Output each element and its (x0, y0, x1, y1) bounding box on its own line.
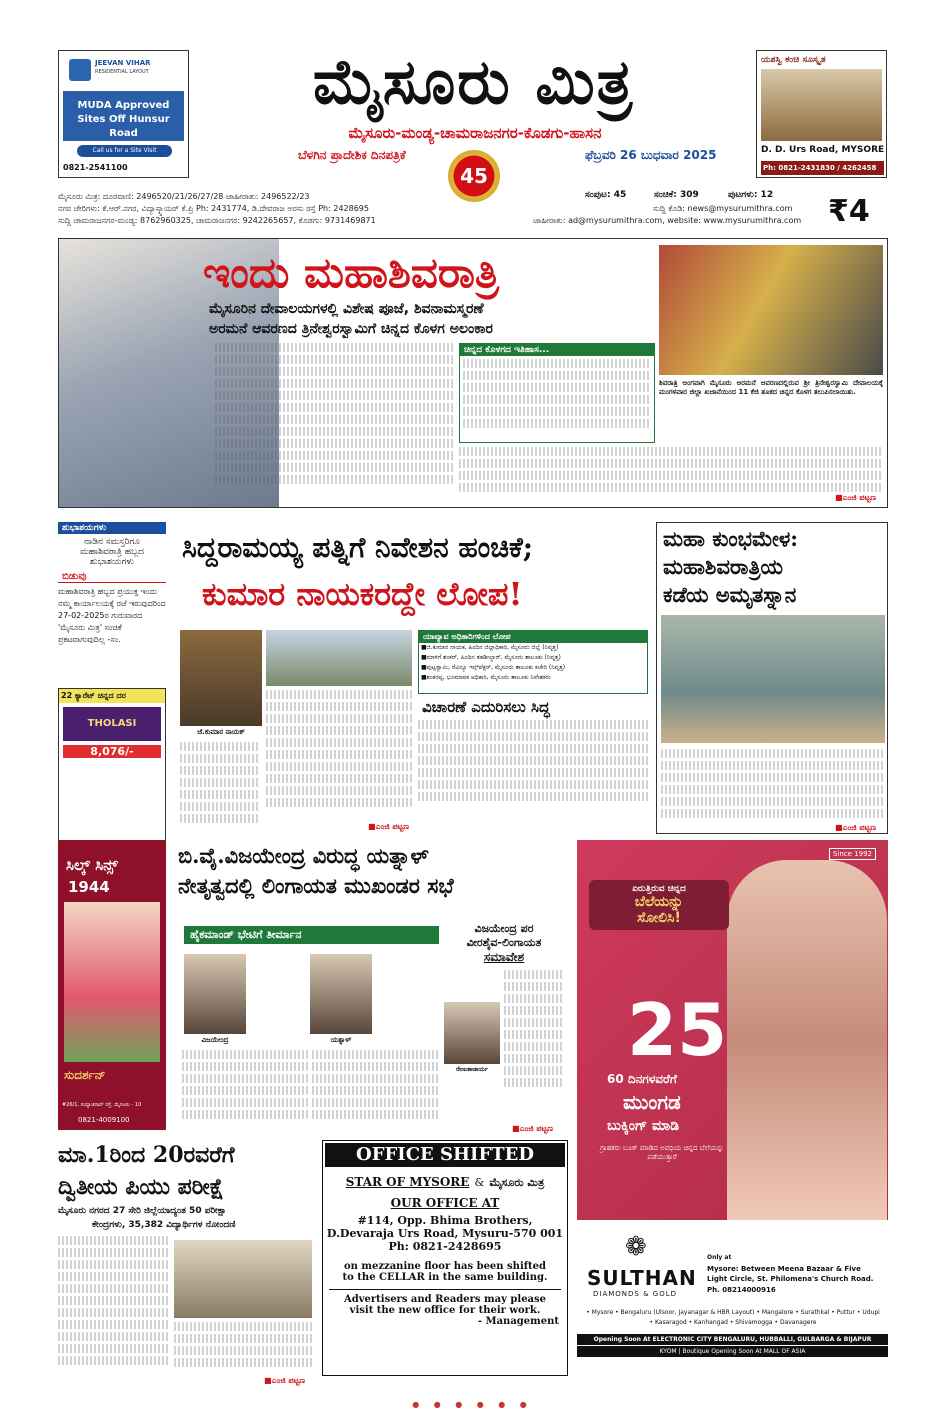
gold-brand: THOLASI (63, 707, 161, 741)
sulthan-banner (589, 880, 729, 930)
office-our-office: OUR OFFICE AT (390, 1196, 500, 1210)
story4-sub-1: ಮೈಸೂರು ನಗರದ 27 ಸೇರಿ ಜಿಲ್ಲೆಯಾದ್ಯಂತ 50 ಪರೀಕ್ಷಾ (58, 1206, 227, 1216)
story2-headline-2: ಕುಮಾರ ನಾಯಕರದ್ದೇ ಲೋಪ! (202, 575, 523, 613)
history-title: ಚಿನ್ನದ ಕೊಳಗದ ಇತಿಹಾಸ... (460, 344, 654, 356)
lead-bullet-2: ಅರಮನೆ ಆವರಣದ ತ್ರಿನೇಶ್ವರಸ್ವಾಮಿಗೆ ಚಿನ್ನದ ಕೊಳಗ ಅಲಂಕಾರ (209, 321, 493, 337)
banner-3: ಸೋಲಿಸಿ! (637, 910, 681, 926)
sulthan-small: ಗ್ರಾಹಕರು ಬೂಕ್ ಮಾಡಿದ ಅವಧಿಯ ಚಿನ್ನದ ಬೆಲೆಯನ್ನು ಪಡೆಯುತ್ತಾರೆ (600, 1144, 724, 1161)
officials-title: ಯಾವ್ಯಾವ ಅಧಿಕಾರಿಗಳಿಂದ ಲೋಪ (419, 631, 647, 643)
story2-body-3 (418, 720, 648, 820)
ad-sulthan[interactable] (577, 840, 888, 1390)
silk-address: #26/1, ಸಯ್ಯಾಜಿರಾವ್ ರಸ್ತೆ, ಮೈಸೂರು - 10 (62, 1102, 142, 1108)
story3-body-3 (504, 970, 564, 1130)
renukacharya-caption: ರೇಣುಕಾಚಾರ್ಯ (456, 1066, 488, 1073)
silk-model (64, 902, 160, 1062)
story3-body-2 (312, 1050, 438, 1132)
silk-brand: ಸುದರ್ಶನ್ (64, 1068, 106, 1082)
lead-bullet-1: ಮೈಸೂರಿನ ದೇವಾಲಯಗಳಲ್ಲಿ ವಿಶೇಷ ಪೂಜೆ, ಶಿವನಾಮಸ್ಮರಣೆ (209, 301, 484, 317)
story3-sub-2c: ಸಮಾವೇಶ (483, 950, 525, 964)
email-ad: ಜಾಹೀರಾತು: ad@mysurumithra.com, website: www.mysurumithra.com (533, 216, 802, 225)
holiday-notice: ಮಹಾಶಿವರಾತ್ರಿ ಹಬ್ಬದ ಪ್ರಯುಕ್ತ ಇಂದು ನಮ್ಮ ಕಾರ್ಯಾಲಯಕ್ಕೆ ರಜೆ ಇರುವುದರಿಂದ 27-02-2025ರ ಗುರುವಾರದ 'ಮೈಸೂರು ಮಿತ್ರ' ಸಂಚಿಕೆ ಪ್ರಕಟವಾಗುವುದಿಲ್ಲ -ಸಂ. (58, 587, 166, 644)
story4-sub-2: ಕೇಂದ್ರಗಳು, 35,382 ವಿದ್ಯಾರ್ಥಿಗಳ ನೋಂದಣಿ (92, 1220, 236, 1230)
story-kumbh (656, 522, 888, 834)
story2-signoff: ■ಎಂಜಿ ಪಟ್ಟಣ (368, 822, 409, 831)
sulthan-model (727, 860, 887, 1220)
lead-body-2 (459, 447, 883, 503)
jeevan-logo-icon (69, 59, 91, 81)
gold-price: 8,076/- (63, 745, 161, 758)
print-registration-dots: ● ● ● ● ● ● (412, 1400, 533, 1409)
kumbh-signoff: ■ಎಂಜಿ ಪಟ್ಟಣ (835, 823, 876, 832)
sulthan-kyom: KYOM | Boutique Opening Soon At MALL OF ASIA (577, 1346, 888, 1357)
office-title: OFFICE SHIFTED (325, 1143, 565, 1167)
sulthan-address: Mysore: Between Meena Bazaar & Five Light Circle, St. Philomena's Church Road. (707, 1265, 874, 1283)
building-photo (266, 630, 412, 686)
yatnal-caption: ಯತ್ನಾಳ್ (330, 1036, 352, 1044)
officials-box (418, 630, 648, 694)
contact-line-1: ಮೈಸೂರು ಮಿತ್ರ: ದೂರವಾಣಿ: 2496520/21/26/27/28 ಜಾಹೀರಾತು: 2496522/23 (58, 192, 310, 201)
sulthan-footer (577, 1220, 888, 1390)
ad-jeevan-vihar[interactable] (58, 50, 189, 178)
masthead-date: ಫೆಬ್ರವರಿ 26 ಬುಧವಾರ 2025 (585, 148, 717, 162)
ad-headline: MUDA Approved Sites Off Hunsur Road (63, 91, 184, 141)
ad-phone: Ph: 0821-2431830 / 4262458 (761, 161, 884, 175)
email-news: ಸುದ್ದಿ ಕೊಡಿ: news@mysurumithra.com (653, 204, 793, 213)
sulthan-advance: ಮುಂಗಡ (623, 1090, 681, 1114)
kumar-photo (180, 630, 262, 726)
story3-sub-2b: ವೀರಶೈವ-ಲಿಂಗಾಯತ (466, 936, 542, 949)
kumbh-body (661, 749, 885, 825)
story4-body-1 (58, 1236, 168, 1386)
ad-silk[interactable] (58, 840, 166, 1130)
sulthan-percent: 25 (627, 988, 728, 1072)
ad-yashasvi[interactable] (756, 50, 887, 178)
sidebar-left (58, 522, 166, 822)
sulthan-phone: Ph. 08214000916 (707, 1286, 776, 1294)
contact-line-2: ನಗರ ಚೇರಿಗಳು: ಕೆ.ಆರ್.ನಗರ, ವಿದ್ಯಾಸ್ಕ್ವಾಯರ್ ಕೆ.ಪ್ರಿ Ph: 2431774, ಡಿ.ದೇವರಾಜ ಅರಸು ರಸ್ತೆ Ph: 2428695 (58, 204, 369, 213)
ad-brand: JEEVAN VIHAR (95, 59, 151, 67)
sulthan-booking: ಬುಕ್ಕಿಂಗ್ ಮಾಡಿ (607, 1118, 680, 1134)
ad-phone: 0821-2541100 (63, 163, 128, 172)
office-mgmt: - Management (477, 1316, 559, 1327)
banner-2: ಬೆಲೆಯನ್ನು (634, 894, 684, 910)
history-box (459, 343, 655, 443)
ad-address: D. D. Urs Road, MYSORE (761, 145, 885, 155)
greetings-line-3: ಶುಭಾಶಯಗಳು (89, 557, 135, 567)
sulthan-opening: Opening Soon At ELECTRONIC CITY BENGALURU, HUBBALLI, GULBARGA & BIJAPUR (577, 1334, 888, 1345)
sulthan-branches: • Mysore • Bengaluru (Ulsoor, Jayanagar & HBR Layout) • Mangalore • Surathkal • Puttur • Udupi • Kasaragod • Kanhangad • Shivamogga • Davanagere (586, 1309, 880, 1326)
pages: ಪುಟಗಳು: 12 (728, 190, 774, 200)
price: ₹4 (828, 194, 870, 229)
masthead-tagline: ಬೆಳಗಿನ ಪ್ರಾದೇಶಿಕ ದಿನಪತ್ರಿಕೆ (298, 148, 406, 162)
kumar-caption: ಜೆ.ಕುಮಾರ ನಾಯಕ್ (197, 728, 245, 736)
story2-subhead: ವಿಚಾರಣೆ ಎದುರಿಸಲು ಸಿದ್ಧ (422, 698, 550, 716)
greetings-line-2: ಮಹಾಶಿವರಾತ್ರಿ ಹಬ್ಬದ (80, 547, 144, 557)
greetings-line-1: ನಾಡಿನ ಸಮಸ್ತರಿಗೂ (84, 537, 140, 547)
story4-headline-1: ಮಾ.1ರಿಂದ 20ರವರೆಗೆ (58, 1142, 235, 1168)
silk-phone: 0821-4009100 (78, 1116, 130, 1124)
office-brand-1: STAR OF MYSORE (345, 1175, 470, 1189)
office-note-3: Advertisers and Readers may please (343, 1294, 547, 1305)
office-note-1: on mezzanine floor has been shifted (343, 1261, 547, 1272)
sulthan-days: 60 ದಿನಗಳವರೆಗೆ (607, 1072, 677, 1086)
story3-headline-2: ನೇತೃತ್ವದಲ್ಲಿ ಲಿಂಗಾಯತ ಮುಖಂಡರ ಸಭೆ (178, 873, 454, 898)
story3-sub-1: ಹೈಕಮಾಂಡ್ ಭೇಟಿಗೆ ತೀರ್ಮಾನ (184, 926, 439, 944)
story2-body-1 (180, 742, 258, 830)
volume: ಸಂಪುಟ: 45 (585, 190, 627, 200)
issue: ಸಂಚಿಕೆ: 309 (654, 190, 699, 200)
story4-body-2 (174, 1322, 312, 1382)
official-4: ■ಶಂಕರಪ್ಪ, ಭೂಮಾಪಕ ಅಧಿಕಾರಿ, ಮೈಸೂರು ತಾಲೂಕು ನಿವೇಶಕರು (421, 674, 551, 681)
office-shifted-notice (322, 1140, 568, 1376)
yatnal-photo (310, 954, 372, 1034)
silk-title: ಸಿಲ್ಕ್ ಸಿನ್ಸ್ (66, 856, 118, 874)
office-brand-2: ಮೈಸೂರು ಮಿತ್ರ (489, 1176, 545, 1189)
greetings-title: ಶುಭಾಶಯಗಳು (58, 522, 166, 534)
office-amp: & (474, 1176, 485, 1189)
sulthan-logo-icon: ❁ (625, 1232, 647, 1262)
ad-brand: ಯಶಸ್ವಿ ಕಂಚಿ ಸೂಸ್ಕೃತ (761, 55, 826, 65)
office-phone: Ph: 0821-2428695 (388, 1240, 502, 1253)
holiday-title: ಬಿಡುವು (58, 571, 166, 583)
official-1: ■ಜಿ.ಕುಮಾರ ನಾಯಕ, ಹಿಂದಿನ ಜಿಲ್ಲಾಧಿಕಾರಿ, ಮೈಸೂರು ಜಿಲ್ಲೆ (ನಿವೃತ್ತ) (421, 644, 559, 651)
history-text (460, 356, 654, 442)
ad-cta: Call us for a Site Visit (77, 145, 172, 157)
story2-body-2 (266, 690, 414, 830)
story3-body-1 (182, 1050, 308, 1132)
story-vijayendra (172, 840, 564, 1140)
lead-story (58, 238, 888, 508)
story3-signoff: ■ಎಂಜಿ ಪಟ್ಟಣ (512, 1124, 553, 1133)
lead-body-1 (215, 343, 455, 503)
masthead-subtitle: ಮೈಸೂರು-ಮಂಡ್ಯ-ಚಾಮರಾಜನಗರ-ಕೊಡಗು-ಹಾಸನ (348, 124, 602, 142)
vijayendra-caption: ವಿಜಯೇಂದ್ರ (201, 1036, 229, 1044)
story3-headline-1: ಬಿ.ವೈ.ವಿಜಯೇಂದ್ರ ವಿರುದ್ಧ ಯತ್ನಾಳ್ (178, 843, 429, 868)
shop-photo (761, 69, 882, 141)
gold-title: 22 ಕ್ಯಾರೆಟ್ ಚಿನ್ನದ ದರ (59, 689, 165, 703)
silk-year: 1944 (68, 878, 110, 896)
banner-1: ಏರುತ್ತಿರುವ ಚಿನ್ನದ (632, 884, 686, 894)
sulthan-brand: SULTHAN (587, 1266, 697, 1290)
official-3: ■ಪುಟ್ಟಸ್ವಾಮಿ, ರೆವಿನ್ಯೂ ಇನ್ಸ್‌ಪೆಕ್ಟರ್, ಮೈಸೂರು ತಾಲೂಕು ಕಚೇರಿ (ನಿವೃತ್ತ) (421, 664, 566, 671)
office-note-2: to the CELLAR in the same building. (342, 1272, 548, 1283)
ad-brand-sub: RESIDENTIAL LAYOUT (95, 69, 149, 75)
story-siddaramaiah (172, 522, 650, 834)
masthead-title: ಮೈಸೂರು ಮಿತ್ರ (312, 45, 635, 118)
palace-photo (659, 245, 883, 375)
sulthan-brand-sub: DIAMONDS & GOLD (593, 1290, 677, 1298)
story-pu-exam (58, 1140, 314, 1390)
renukacharya-photo (444, 1002, 500, 1064)
vijayendra-photo (184, 954, 246, 1034)
kumbh-headline-1: ಮಹಾ ಕುಂಭಮೇಳ: (663, 526, 799, 551)
official-2: ■ಮಾಳಿಗೆ ಶಂಕರ್, ಹಿಂದಿನ ತಹಶೀಲ್ದಾರ್, ಮೈಸೂರು ತಾಲೂಕು (ನಿವೃತ್ತ) (421, 654, 561, 661)
story3-sub-2 (444, 922, 564, 965)
story4-headline-2: ದ್ವಿತೀಯ ಪಿಯು ಪರೀಕ್ಷೆ (58, 1174, 224, 1200)
photo-caption: ಶಿವರಾತ್ರಿ ಅಂಗವಾಗಿ ಮೈಸೂರು ಅರಮನೆ ಆವರಣದಲ್ಲಿರುವ ಶ್ರೀ ತ್ರಿನೇಶ್ವರಸ್ವಾಮಿ ದೇವಾಲಯಕ್ಕೆ ಮಂಗಳವಾರ ಜಿಲ್ಲಾ ಖಜಾನೆಯಿಂದ 11 ಕೆಜಿ ತೂಕದ ಚಿನ್ನದ ಕೊಳಗ ತಲುಪಿಸಲಾಯಿತು. (659, 379, 883, 396)
sulthan-only-at: Only at (707, 1254, 732, 1261)
office-note-4: visit the new office for their work. (349, 1305, 541, 1316)
sulthan-since: Since 1992 (829, 848, 876, 860)
kumbh-headline-3: ಕಡೆಯ ಅಮೃತಸ್ನಾನ (663, 582, 797, 607)
exam-photo (174, 1240, 312, 1318)
story2-headline-1: ಸಿದ್ದರಾಮಯ್ಯ ಪತ್ನಿಗೆ ನಿವೇಶನ ಹಂಚಿಕೆ; (182, 531, 534, 564)
story4-signoff: ■ಎಂಜಿ ಪಟ್ಟಣ (264, 1376, 305, 1385)
kumbh-photo (661, 615, 885, 743)
lead-signoff: ■ಎಂಜಿ ಪಟ್ಟಣ (835, 493, 876, 502)
office-addr-2: D.Devaraja Urs Road, Mysuru-570 001 (326, 1227, 564, 1240)
lead-headline: ಇಂದು ಮಹಾಶಿವರಾತ್ರಿ (203, 248, 499, 297)
story3-sub-2a: ವಿಜಯೇಂದ್ರ ಪರ (474, 922, 534, 935)
info-strip (58, 160, 888, 232)
kumbh-headline-2: ಮಹಾಶಿವರಾತ್ರಿಯ (663, 554, 783, 579)
contact-line-3: ಸುದ್ದಿ ಚಾಮರಾಜನಗರ-ಮಂಡ್ಯ: 8762960325, ಚಾಮರಾಜನಗರ: 9242265657, ಕೊಡಗು: 9731469871 (58, 216, 376, 225)
office-addr-1: #114, Opp. Bhima Brothers, (357, 1214, 533, 1227)
anniversary-number: 45 (460, 164, 488, 188)
